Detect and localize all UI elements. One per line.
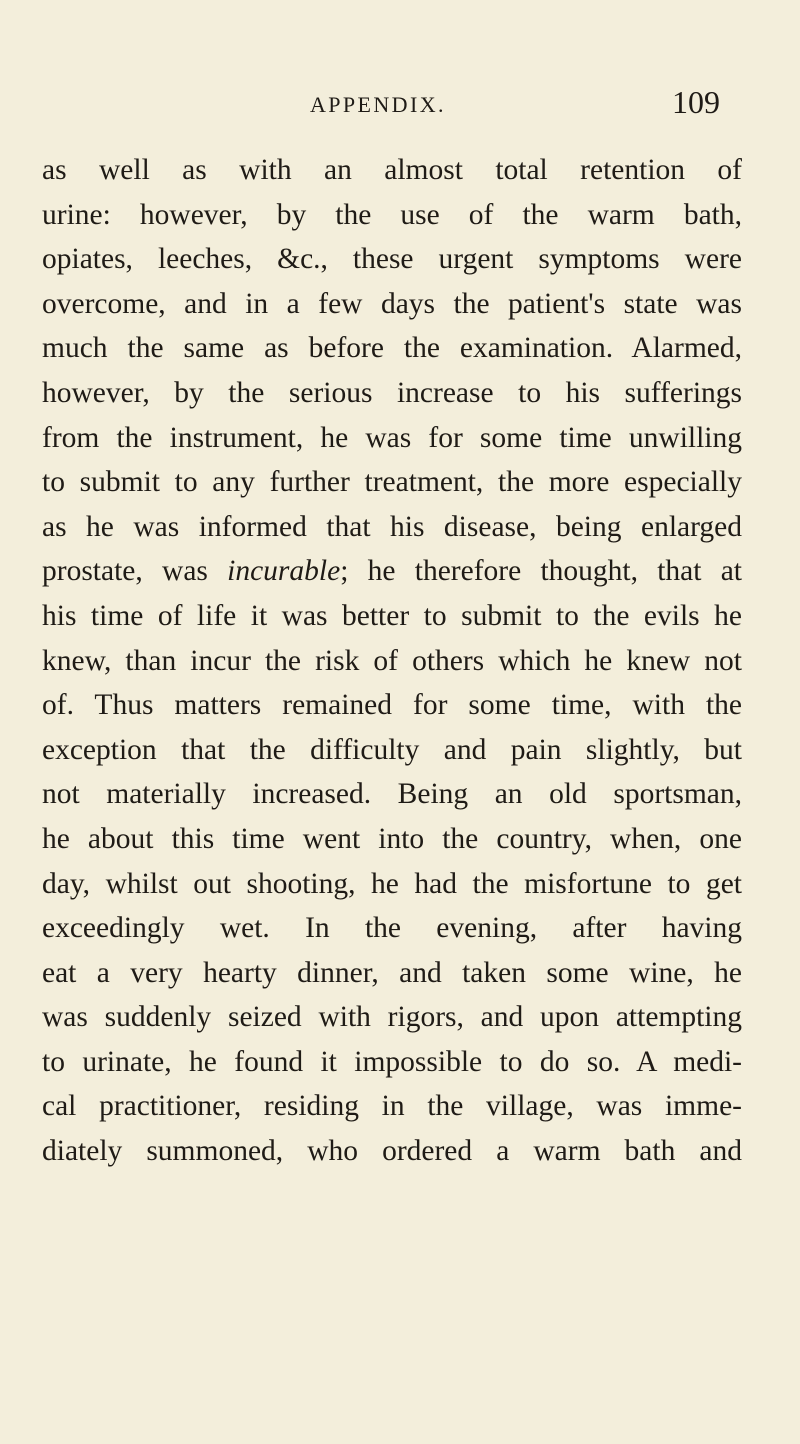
text-line: day, whilst out shooting, he had the misfortune to get xyxy=(42,867,742,900)
body-text xyxy=(42,148,742,1174)
text-line: exception that the difficulty and pain slightly, but xyxy=(42,733,742,766)
text-line: he about this time went into the country, when, one xyxy=(42,822,742,855)
text-line: eat a very hearty dinner, and taken some wine, he xyxy=(42,956,742,989)
text-line: overcome, and in a few days the patient's state was xyxy=(42,287,742,320)
text-line: as he was informed that his disease, being enlarged xyxy=(42,510,742,543)
text-line: to urinate, he found it impossible to do so. A medi- xyxy=(42,1045,742,1078)
text-line: was suddenly seized with rigors, and upon attempting xyxy=(42,1001,742,1034)
text-line: of. Thus matters remained for some time, with the xyxy=(42,689,742,722)
text-line: as well as with an almost total retention of xyxy=(42,154,742,186)
text-line: opiates, leeches, &c., these urgent symptoms were xyxy=(42,243,742,276)
text-line: not materially increased. Being an old sportsman, xyxy=(42,778,742,811)
text-line: diately summoned, who ordered a warm bath and xyxy=(42,1135,742,1168)
text-line-part: ; he therefore thought, that at xyxy=(340,555,742,588)
text-line-with-italic xyxy=(42,549,742,594)
text-line: his time of life it was better to submit to the evils he xyxy=(42,599,742,632)
text-line: much the same as before the examination. Alarmed, xyxy=(42,332,742,365)
italic-word: incurable xyxy=(227,555,341,588)
text-line: from the instrument, he was for some time unwilling xyxy=(42,421,742,454)
text-line: however, by the serious increase to his sufferings xyxy=(42,376,742,409)
text-line: to submit to any further treatment, the more especially xyxy=(42,466,742,499)
running-head xyxy=(0,84,800,124)
text-line: urine: however, by the use of the warm bath, xyxy=(42,198,742,231)
text-line: exceedingly wet. In the evening, after having xyxy=(42,912,742,945)
running-title: APPENDIX. xyxy=(310,92,446,117)
page-number: 109 xyxy=(672,84,720,120)
text-line-part: prostate, was xyxy=(42,555,228,588)
text-line: cal practitioner, residing in the village, was imme- xyxy=(42,1090,742,1123)
text-line: knew, than incur the risk of others which he knew not xyxy=(42,644,742,677)
